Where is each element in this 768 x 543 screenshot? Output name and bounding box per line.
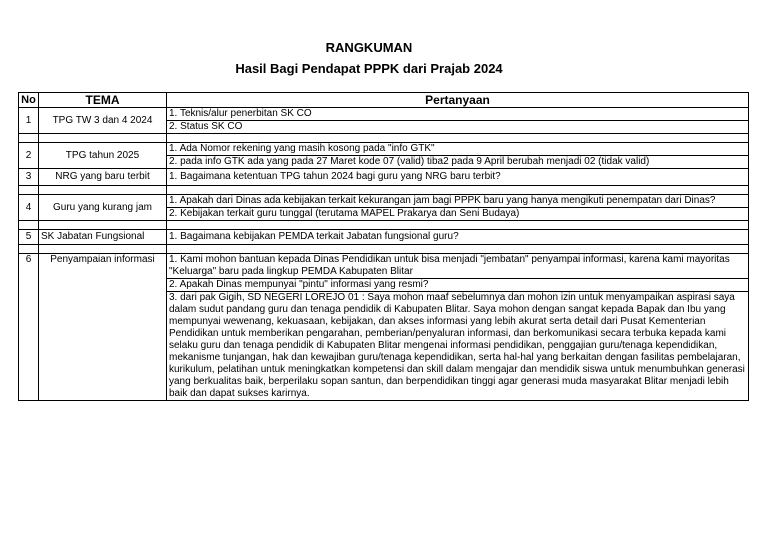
table-spacer-row xyxy=(19,186,749,195)
table-spacer-row xyxy=(19,134,749,143)
row-tema: SK Jabatan Fungsional xyxy=(39,230,167,245)
table-header-row xyxy=(19,93,749,108)
row-tema: Guru yang kurang jam xyxy=(39,195,167,221)
question-cell: 1. Teknis/alur penerbitan SK CO xyxy=(167,108,749,121)
question-cell: 2. pada info GTK ada yang pada 27 Maret kode 07 (valid) tiba2 pada 9 April berubah menjadi 02 (tidak valid) xyxy=(167,156,749,169)
row-number: 2 xyxy=(19,143,39,169)
row-tema: TPG tahun 2025 xyxy=(39,143,167,169)
document-title: RANGKUMAN xyxy=(325,40,413,55)
table-row xyxy=(19,254,749,279)
question-cell: 2. Status SK CO xyxy=(167,121,749,134)
question-cell: 1. Kami mohon bantuan kepada Dinas Pendidikan untuk bisa menjadi "jembatan" penyampai informasi, karena kami mayoritas "Keluarga" baru pada lingkup PEMDA Kabupaten Blitar xyxy=(167,254,749,279)
header-no: No xyxy=(19,93,39,108)
question-cell: 2. Kebijakan terkait guru tunggal (terutama MAPEL Prakarya dan Seni Budaya) xyxy=(167,208,749,221)
row-tema: Penyampaian informasi xyxy=(39,254,167,401)
row-tema: NRG yang baru terbit xyxy=(39,169,167,186)
row-number: 1 xyxy=(19,108,39,134)
table-row xyxy=(19,169,749,186)
table-row xyxy=(19,143,749,156)
header-tema: TEMA xyxy=(39,93,167,108)
table-spacer-row xyxy=(19,221,749,230)
row-number: 3 xyxy=(19,169,39,186)
question-cell: 1. Bagaimana kebijakan PEMDA terkait Jabatan fungsional guru? xyxy=(167,230,749,245)
row-number: 4 xyxy=(19,195,39,221)
summary-table xyxy=(18,92,749,401)
question-cell: 1. Bagaimana ketentuan TPG tahun 2024 bagi guru yang NRG baru terbit? xyxy=(167,169,749,186)
table-row xyxy=(19,108,749,121)
table-row xyxy=(19,230,749,245)
question-cell: 1. Apakah dari Dinas ada kebijakan terkait kekurangan jam bagi PPPK baru yang hanya mengikuti penempatan dari Dinas? xyxy=(167,195,749,208)
row-number: 5 xyxy=(19,230,39,245)
question-cell: 3. dari pak Gigih, SD NEGERI LOREJO 01 : Saya mohon maaf sebelumnya dan mohon izin untuk menyampaikan aspirasi saya dalam sudut pandang guru dan tenaga pendidik di Kabupaten Blitar. Saya mohon dengan sangat kepada Bapak dan Ibu yang mempunyai wewenang, kekuasaan, kebijakan, dan akses informasi yang lebih akurat serta detail dari Pusat Kementerian Pendidikan untuk memberikan pengarahan, pemberian/penyaluran informasi, dan berkomunikasi secara terbuka kepada kami selaku guru dan tenaga pendidik di Kabupaten Blitar mengenai informasi pendidikan, penggajian guru/tenaga kependidikan, mekanisme tunjangan, hak dan kewajiban guru/tenaga kependidikan, serta hal-hal yang berkaitan dengan fasilitas pembelajaran, kurikulum, pelatihan untuk meningkatkan kompetensi dan skill dalam mengajar dan mendidik siswa untuk menumbuhkan generasi yang berkualitas baik, berperilaku sopan santun, dan berpendidikan tinggi agar generasi muda masyarakat Blitar menjadi lebih baik dan dapat sukses karirnya. xyxy=(167,292,749,401)
question-cell: 2. Apakah Dinas mempunyai "pintu" informasi yang resmi? xyxy=(167,279,749,292)
row-tema: TPG TW 3 dan 4 2024 xyxy=(39,108,167,134)
header-pertanyaan: Pertanyaan xyxy=(167,93,749,108)
document-subtitle: Hasil Bagi Pendapat PPPK dari Prajab 2024 xyxy=(235,61,503,76)
row-number: 6 xyxy=(19,254,39,401)
table-row xyxy=(19,195,749,208)
table-spacer-row xyxy=(19,245,749,254)
question-cell: 1. Ada Nomor rekening yang masih kosong pada "info GTK" xyxy=(167,143,749,156)
